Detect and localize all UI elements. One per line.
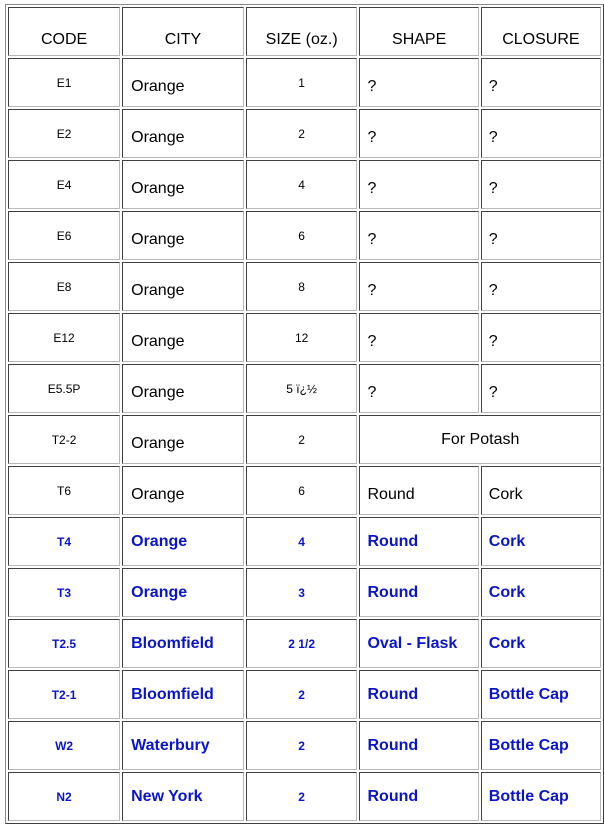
cell-closure: ?	[481, 160, 601, 209]
cell-code: E5.5P	[8, 364, 120, 413]
cell-size: 4	[246, 160, 358, 209]
cell-code: T6	[8, 466, 120, 515]
cell-shape: Oval - Flask	[359, 619, 478, 668]
cell-shape: Round	[359, 772, 478, 821]
cell-city: Orange	[122, 160, 244, 209]
cell-shape: Round	[359, 670, 478, 719]
cell-closure: ?	[481, 313, 601, 362]
cell-city: Orange	[122, 415, 244, 464]
cell-size: 2	[246, 670, 358, 719]
header-shape: SHAPE	[359, 7, 478, 56]
cell-city: Waterbury	[122, 721, 244, 770]
cell-size: 2	[246, 721, 358, 770]
cell-closure: Bottle Cap	[481, 721, 601, 770]
cell-code: E8	[8, 262, 120, 311]
cell-size: 2	[246, 109, 358, 158]
cell-closure: Bottle Cap	[481, 670, 601, 719]
table-row	[8, 721, 601, 770]
cell-code: W2	[8, 721, 120, 770]
cell-shape: ?	[359, 109, 478, 158]
cell-size: 6	[246, 466, 358, 515]
cell-shape: ?	[359, 211, 478, 260]
cell-code: T2-1	[8, 670, 120, 719]
cell-city: Orange	[122, 517, 244, 566]
cell-size: 8	[246, 262, 358, 311]
cell-closure: ?	[481, 211, 601, 260]
cell-code: N2	[8, 772, 120, 821]
table-row	[8, 211, 601, 260]
cell-size: 3	[246, 568, 358, 617]
cell-closure: ?	[481, 109, 601, 158]
cell-shape: Round	[359, 568, 478, 617]
cell-code: E4	[8, 160, 120, 209]
table-row	[8, 670, 601, 719]
cell-city: Orange	[122, 211, 244, 260]
table-row	[8, 364, 601, 413]
cell-closure: Bottle Cap	[481, 772, 601, 821]
cell-closure: Cork	[481, 619, 601, 668]
cell-size: 5 ï¿½	[246, 364, 358, 413]
cell-closure: ?	[481, 58, 601, 107]
table-row	[8, 619, 601, 668]
cell-city: Orange	[122, 262, 244, 311]
cell-city: Orange	[122, 568, 244, 617]
cell-shape: ?	[359, 313, 478, 362]
cell-note: For Potash	[359, 415, 601, 464]
cell-shape: Round	[359, 721, 478, 770]
cell-city: Bloomfield	[122, 619, 244, 668]
cell-city: Orange	[122, 466, 244, 515]
cell-closure: Cork	[481, 466, 601, 515]
table-row	[8, 772, 601, 821]
cell-code: T2-2	[8, 415, 120, 464]
cell-code: E2	[8, 109, 120, 158]
cell-size: 4	[246, 517, 358, 566]
table-row	[8, 517, 601, 566]
cell-city: Orange	[122, 364, 244, 413]
cell-shape: Round	[359, 466, 478, 515]
cell-code: E12	[8, 313, 120, 362]
table-row	[8, 568, 601, 617]
cell-shape: ?	[359, 262, 478, 311]
cell-city: Bloomfield	[122, 670, 244, 719]
header-closure: CLOSURE	[481, 7, 601, 56]
cell-shape: ?	[359, 364, 478, 413]
cell-shape: Round	[359, 517, 478, 566]
header-row	[8, 7, 601, 56]
cell-code: T4	[8, 517, 120, 566]
cell-shape: ?	[359, 58, 478, 107]
cell-size: 6	[246, 211, 358, 260]
table-row	[8, 109, 601, 158]
table-row	[8, 160, 601, 209]
table-row	[8, 466, 601, 515]
cell-size: 1	[246, 58, 358, 107]
table-row	[8, 262, 601, 311]
cell-closure: Cork	[481, 517, 601, 566]
header-city: CITY	[122, 7, 244, 56]
cell-city: Orange	[122, 58, 244, 107]
header-code: CODE	[8, 7, 120, 56]
cell-city: New York	[122, 772, 244, 821]
cell-size: 2	[246, 415, 358, 464]
cell-size: 12	[246, 313, 358, 362]
cell-code: E1	[8, 58, 120, 107]
cell-code: T2.5	[8, 619, 120, 668]
cell-closure: ?	[481, 262, 601, 311]
cell-code: T3	[8, 568, 120, 617]
table-row	[8, 313, 601, 362]
cell-closure: Cork	[481, 568, 601, 617]
cell-city: Orange	[122, 313, 244, 362]
table-row	[8, 58, 601, 107]
table-row	[8, 415, 601, 464]
cell-city: Orange	[122, 109, 244, 158]
cell-closure: ?	[481, 364, 601, 413]
bottle-table	[5, 4, 604, 824]
cell-shape: ?	[359, 160, 478, 209]
cell-size: 2	[246, 772, 358, 821]
cell-code: E6	[8, 211, 120, 260]
header-size: SIZE (oz.)	[246, 7, 358, 56]
cell-size: 2 1/2	[246, 619, 358, 668]
